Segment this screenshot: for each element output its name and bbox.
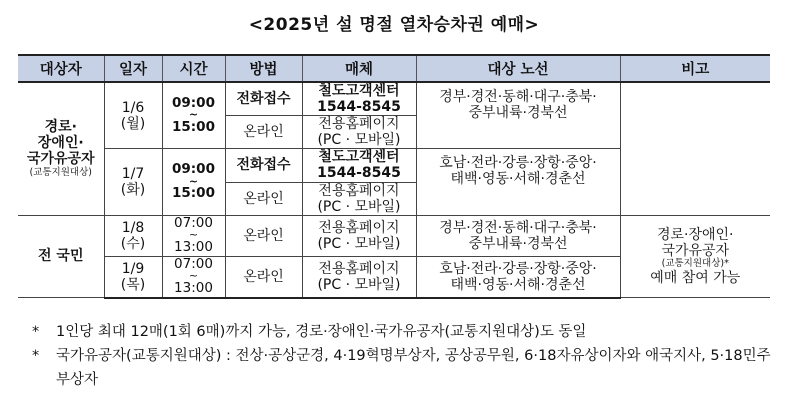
time-cell: [162, 256, 225, 297]
routes-line: 경부·경전·동해·대구·충북·: [439, 219, 597, 236]
time-cell: [162, 149, 225, 215]
time-end: 15:00: [172, 185, 215, 202]
time-cell: [162, 215, 225, 256]
day-text: (목): [120, 276, 146, 293]
routes-line: 중부내륙·경북선: [468, 235, 568, 252]
time-separator: ~: [188, 108, 199, 122]
media-line: 1544-8545: [317, 165, 401, 182]
routes-line: 중부내륙·경북선: [468, 105, 568, 122]
date-text: 1/6: [121, 99, 145, 116]
table-row: [18, 215, 770, 256]
routes-cell: [416, 82, 620, 149]
time-separator: ~: [188, 269, 199, 283]
media-cell: [302, 256, 416, 297]
header-target: 대상자: [18, 55, 104, 82]
media-line: 전용홈페이지: [318, 182, 400, 199]
time-start: 07:00: [174, 214, 213, 231]
media-line: 전용홈페이지: [318, 219, 400, 236]
day-text: (화): [120, 182, 146, 199]
day-text: (수): [120, 235, 146, 252]
day-text: (월): [120, 115, 146, 132]
media-cell: [302, 215, 416, 256]
page-title: <2025년 설 명절 열차승차권 예매>: [248, 15, 540, 35]
date-cell: [104, 215, 162, 256]
method-cell: 전화접수: [225, 149, 302, 182]
routes-line: 경부·경전·동해·대구·충북·: [439, 89, 597, 105]
media-line: 전용홈페이지: [318, 116, 400, 133]
footnote-text: 1인당 최대 12매(1회 6매)까지 가능, 경로·장애인·국가유공자(교통지원대상)도 동일: [56, 324, 587, 340]
header-media: 매체: [302, 55, 416, 82]
time-end: 13:00: [174, 280, 213, 297]
target-group-note: (교통지원대상): [29, 166, 92, 178]
time-cell: [162, 82, 225, 149]
media-line: 철도고객센터: [318, 149, 400, 166]
footnote: [32, 320, 772, 344]
media-line: 철도고객센터: [318, 83, 400, 99]
date-text: 1/7: [121, 165, 145, 182]
time-separator: ~: [188, 174, 199, 188]
method-cell: 온라인: [225, 116, 302, 149]
routes-cell: [416, 215, 620, 256]
time-start: 07:00: [174, 255, 213, 272]
media-line: 1544-8545: [317, 99, 401, 116]
remark-line: 예매 참여 가능: [650, 269, 741, 286]
target-group-priority: [18, 82, 104, 215]
time-start: 09:00: [172, 161, 215, 178]
target-group-line: 장애인·: [37, 135, 84, 152]
date-cell: [104, 82, 162, 149]
media-line: 전용홈페이지: [318, 260, 400, 277]
header-routes: 대상 노선: [416, 55, 620, 82]
footnote: [32, 344, 772, 392]
target-group-all: 전 국민: [18, 215, 104, 297]
header-time: 시간: [162, 55, 225, 82]
media-line: (PC · 모바일): [317, 276, 401, 293]
routes-line: 태백·영동·서해·경춘선: [450, 276, 586, 293]
footnote-marker: *: [32, 348, 40, 364]
footnote-text: 국가유공자(교통지원대상) : 전상·공상군경, 4·19혁명부상자, 공상공무원, 6·18자유상이자와 애국지사, 5·18민주부상자: [56, 348, 771, 388]
method-cell: 온라인: [225, 256, 302, 297]
footnote-marker: *: [32, 324, 40, 340]
remark-line: 경로·장애인·: [656, 226, 734, 243]
header-remarks: 비고: [620, 55, 770, 82]
table-header-row: [18, 55, 770, 82]
date-cell: [104, 149, 162, 215]
target-group-line: 경로·: [44, 119, 77, 136]
media-cell: [302, 149, 416, 182]
table-row: [18, 82, 770, 116]
method-cell: 온라인: [225, 182, 302, 215]
date-cell: [104, 256, 162, 297]
media-cell: [302, 82, 416, 116]
remark-line: 국가유공자: [661, 242, 730, 259]
date-text: 1/8: [121, 219, 145, 236]
date-text: 1/9: [121, 260, 145, 277]
routes-line: 호남·전라·강릉·장항·중앙·: [439, 155, 597, 172]
time-separator: ~: [188, 228, 199, 242]
media-cell: [302, 116, 416, 149]
media-line: (PC · 모바일): [317, 198, 401, 215]
schedule-table: [18, 54, 770, 299]
media-cell: [302, 182, 416, 215]
remarks-cell: [620, 215, 770, 297]
header-date: 일자: [104, 55, 162, 82]
routes-line: 태백·영동·서해·경춘선: [450, 171, 586, 188]
time-start: 09:00: [172, 94, 215, 111]
routes-line: 호남·전라·강릉·장항·중앙·: [439, 260, 597, 277]
header-method: 방법: [225, 55, 302, 82]
time-end: 15:00: [172, 119, 215, 136]
target-group-line: 국가유공자: [26, 151, 95, 168]
method-cell: 전화접수: [225, 82, 302, 116]
method-cell: 온라인: [225, 215, 302, 256]
routes-cell: [416, 149, 620, 215]
remark-line: (교통지원대상)*: [661, 258, 729, 269]
footnotes: [32, 320, 772, 392]
remarks-cell-empty: [620, 82, 770, 215]
routes-cell: [416, 256, 620, 297]
media-line: (PC · 모바일): [317, 132, 401, 149]
media-line: (PC · 모바일): [317, 235, 401, 252]
time-end: 13:00: [174, 239, 213, 256]
